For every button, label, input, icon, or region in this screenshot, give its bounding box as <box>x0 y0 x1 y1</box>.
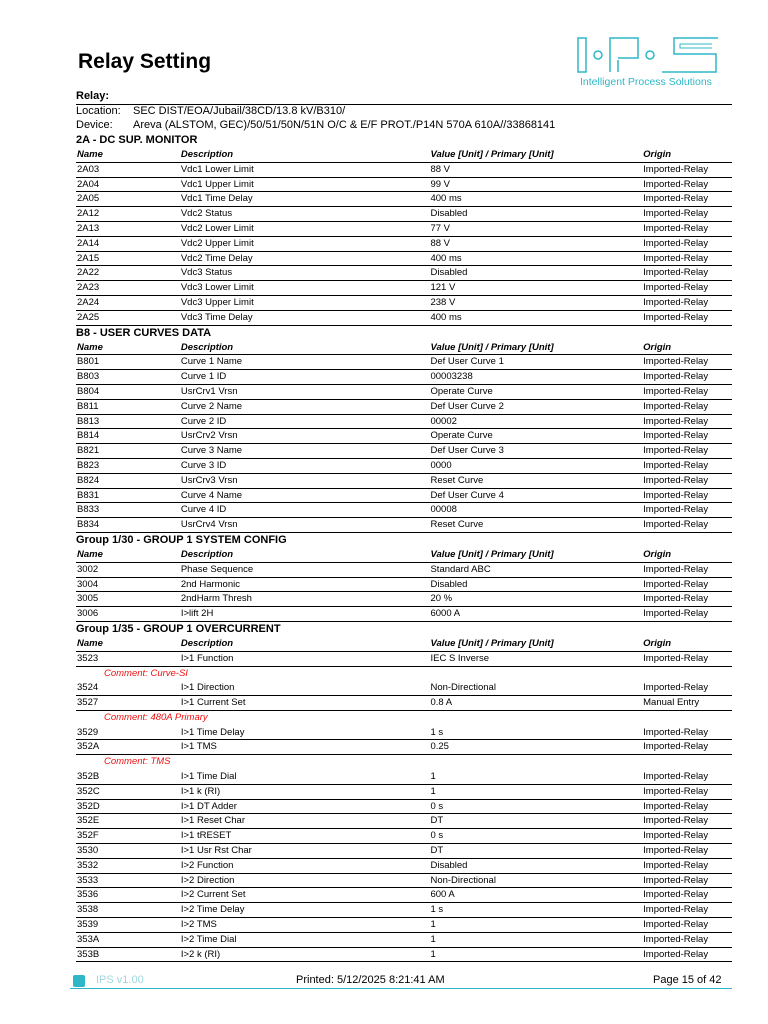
setting-description: Curve 3 Name <box>180 445 243 457</box>
setting-name: 3538 <box>77 904 99 916</box>
logo-tagline: Intelligent Process Solutions <box>580 76 712 88</box>
setting-origin: Imported-Relay <box>643 282 709 294</box>
ips-footer-icon <box>73 975 85 987</box>
setting-name: 3536 <box>77 889 99 901</box>
table-row <box>76 281 732 296</box>
setting-origin: Imported-Relay <box>643 874 709 886</box>
table-row <box>76 266 732 281</box>
setting-name: 353B <box>77 948 100 960</box>
table-row <box>76 400 732 415</box>
setting-value: 6000 A <box>430 608 461 620</box>
setting-origin: Imported-Relay <box>643 519 709 531</box>
table-row <box>76 518 732 533</box>
settings-table <box>76 133 732 962</box>
section-title: 2A - DC SUP. MONITOR <box>76 134 198 146</box>
setting-value: Def User Curve 2 <box>430 400 504 412</box>
setting-name: 2A23 <box>77 282 100 294</box>
setting-comment: Comment: TMS <box>104 756 171 768</box>
table-row <box>76 726 732 741</box>
table-row <box>76 607 732 622</box>
setting-value: 1 <box>430 948 436 960</box>
setting-origin: Imported-Relay <box>643 489 709 501</box>
setting-name: 2A22 <box>77 267 100 279</box>
column-header: Name <box>77 548 103 560</box>
setting-origin: Imported-Relay <box>643 178 709 190</box>
setting-value: Operate Curve <box>430 430 493 442</box>
setting-description: Curve 3 ID <box>180 459 227 471</box>
setting-value: 0000 <box>430 459 452 471</box>
setting-name: 2A24 <box>77 296 100 308</box>
setting-value: 0 s <box>430 830 444 842</box>
setting-origin: Imported-Relay <box>643 593 709 605</box>
setting-description: Curve 1 Name <box>180 356 243 368</box>
setting-name: B823 <box>77 459 100 471</box>
setting-description: I>1 Usr Rst Char <box>180 845 252 857</box>
setting-value: 88 V <box>430 237 451 249</box>
setting-origin: Imported-Relay <box>643 311 709 323</box>
setting-description: UsrCrv4 Vrsn <box>180 519 238 531</box>
device-value: Areva (ALSTOM, GEC)/50/51/50N/51N O/C & E/F PROT./P14N 570A 610A//33868141 <box>133 119 556 131</box>
location-value: SEC DIST/EOA/Jubail/38CD/13.8 kV/B310/ <box>133 105 346 117</box>
setting-value: 00008 <box>430 504 457 516</box>
table-row <box>76 355 732 370</box>
column-header: Value [Unit] / Primary [Unit] <box>430 149 554 160</box>
column-header: Description <box>180 637 234 649</box>
table-row <box>76 948 732 963</box>
setting-description: 2ndHarm Thresh <box>180 593 252 605</box>
relay-label: Relay: <box>76 90 110 102</box>
setting-value: 00003238 <box>430 371 473 383</box>
setting-value: Def User Curve 4 <box>430 489 504 501</box>
setting-comment: Comment: Curve-SI <box>104 667 188 679</box>
page-title: Relay Setting <box>78 50 212 73</box>
setting-origin: Imported-Relay <box>643 445 709 457</box>
setting-description: 2nd Harmonic <box>180 578 240 590</box>
table-row <box>76 207 732 222</box>
setting-origin: Manual Entry <box>643 697 700 709</box>
setting-value: 600 A <box>430 889 455 901</box>
table-row <box>76 311 732 326</box>
setting-origin: Imported-Relay <box>643 919 709 931</box>
setting-name: B834 <box>77 519 100 531</box>
setting-value: 99 V <box>430 178 451 190</box>
setting-value: 0.8 A <box>430 697 453 709</box>
table-row <box>76 696 732 711</box>
setting-value: Reset Curve <box>430 474 484 486</box>
setting-description: I>1 Reset Char <box>180 815 246 827</box>
setting-name: 3005 <box>77 593 99 605</box>
setting-origin: Imported-Relay <box>643 430 709 442</box>
table-row <box>76 592 732 607</box>
setting-description: I>1 DT Adder <box>180 800 237 812</box>
table-row <box>76 814 732 829</box>
setting-value: 1 <box>430 771 436 783</box>
setting-description: I>2 Time Delay <box>180 904 245 916</box>
setting-name: 352A <box>77 741 100 753</box>
setting-value: 238 V <box>430 296 456 308</box>
setting-origin: Imported-Relay <box>643 741 709 753</box>
column-header: Name <box>77 149 103 160</box>
setting-value: DT <box>430 845 444 857</box>
setting-description: Phase Sequence <box>180 563 254 575</box>
column-header: Origin <box>643 637 672 649</box>
setting-description: Vdc1 Time Delay <box>180 193 253 205</box>
setting-name: 3002 <box>77 563 99 575</box>
setting-description: I>2 Current Set <box>180 889 246 901</box>
setting-name: 352B <box>77 771 100 783</box>
table-row <box>76 503 732 518</box>
footer-divider <box>70 988 732 989</box>
table-header-row <box>76 548 732 563</box>
setting-origin: Imported-Relay <box>643 252 709 264</box>
setting-description: UsrCrv1 Vrsn <box>180 385 238 397</box>
setting-description: I>1 Time Dial <box>180 771 237 783</box>
setting-origin: Imported-Relay <box>643 785 709 797</box>
setting-description: Curve 1 ID <box>180 371 227 383</box>
setting-name: 2A12 <box>77 208 100 220</box>
setting-origin: Imported-Relay <box>643 371 709 383</box>
setting-value: DT <box>430 815 444 827</box>
setting-name: 3004 <box>77 578 99 590</box>
table-header-row <box>76 148 732 163</box>
setting-name: B801 <box>77 356 100 368</box>
column-header: Description <box>180 548 234 560</box>
table-row <box>76 296 732 311</box>
table-row <box>76 192 732 207</box>
table-row <box>76 888 732 903</box>
setting-origin: Imported-Relay <box>643 652 709 664</box>
setting-origin: Imported-Relay <box>643 608 709 620</box>
setting-origin: Imported-Relay <box>643 889 709 901</box>
setting-origin: Imported-Relay <box>643 356 709 368</box>
column-header: Origin <box>643 341 672 353</box>
table-row <box>76 874 732 889</box>
device-line <box>76 119 555 131</box>
setting-description: Vdc2 Time Delay <box>180 252 253 264</box>
setting-description: I>2 k (RI) <box>180 948 221 960</box>
setting-name: B813 <box>77 415 100 427</box>
setting-name: 3006 <box>77 608 99 620</box>
setting-description: I>1 Current Set <box>180 697 246 709</box>
device-label: Device: <box>76 119 113 131</box>
setting-origin: Imported-Relay <box>643 459 709 471</box>
setting-value: 121 V <box>430 282 456 294</box>
column-header: Origin <box>643 548 672 560</box>
table-row <box>76 252 732 267</box>
setting-origin: Imported-Relay <box>643 400 709 412</box>
setting-name: 3529 <box>77 726 99 738</box>
setting-value: Disabled <box>430 578 468 590</box>
setting-value: 1 s <box>430 726 444 738</box>
setting-value: Reset Curve <box>430 519 484 531</box>
setting-origin: Imported-Relay <box>643 563 709 575</box>
setting-description: Curve 2 ID <box>180 415 227 427</box>
table-row <box>76 385 732 400</box>
section-title: Group 1/35 - GROUP 1 OVERCURRENT <box>76 622 281 635</box>
table-row <box>76 785 732 800</box>
setting-origin: Imported-Relay <box>643 859 709 871</box>
setting-name: B824 <box>77 474 100 486</box>
setting-description: I>1 Time Delay <box>180 726 245 738</box>
table-row <box>76 489 732 504</box>
setting-description: I>2 Direction <box>180 874 235 886</box>
setting-origin: Imported-Relay <box>643 933 709 945</box>
setting-value: 400 ms <box>430 193 462 205</box>
column-header: Name <box>77 637 103 649</box>
setting-description: I>1 tRESET <box>180 830 232 842</box>
setting-name: 2A25 <box>77 311 100 323</box>
table-row <box>76 444 732 459</box>
setting-name: B803 <box>77 371 100 383</box>
setting-name: 352D <box>77 800 100 812</box>
table-row <box>76 237 732 252</box>
table-header-row <box>76 341 732 356</box>
setting-value: 20 % <box>430 593 453 605</box>
setting-value: Operate Curve <box>430 385 493 397</box>
setting-description: I>1 Direction <box>180 682 235 694</box>
table-row <box>76 370 732 385</box>
column-header: Value [Unit] / Primary [Unit] <box>430 341 554 353</box>
table-row <box>76 474 732 489</box>
table-row <box>76 178 732 193</box>
setting-origin: Imported-Relay <box>643 208 709 220</box>
setting-origin: Imported-Relay <box>643 948 709 960</box>
setting-name: B831 <box>77 489 100 501</box>
setting-origin: Imported-Relay <box>643 296 709 308</box>
setting-name: 353A <box>77 933 100 945</box>
setting-value: 1 <box>430 919 436 931</box>
setting-value: IEC S Inverse <box>430 652 490 664</box>
setting-name: B811 <box>77 400 99 412</box>
setting-origin: Imported-Relay <box>643 222 709 234</box>
footer-printed: Printed: 5/12/2025 8:21:41 AM <box>296 974 445 986</box>
column-header: Value [Unit] / Primary [Unit] <box>430 637 554 649</box>
setting-value: Def User Curve 1 <box>430 356 504 368</box>
setting-origin: Imported-Relay <box>643 800 709 812</box>
setting-name: B821 <box>77 445 100 457</box>
setting-description: Vdc2 Status <box>180 208 233 220</box>
setting-name: B804 <box>77 385 100 397</box>
setting-value: 1 s <box>430 904 444 916</box>
table-row <box>76 429 732 444</box>
setting-origin: Imported-Relay <box>643 474 709 486</box>
setting-description: Vdc3 Status <box>180 267 233 279</box>
setting-origin: Imported-Relay <box>643 682 709 694</box>
setting-value: Disabled <box>430 208 468 220</box>
setting-value: 0.25 <box>430 741 449 753</box>
setting-name: 3539 <box>77 919 99 931</box>
table-row <box>76 800 732 815</box>
setting-description: Curve 2 Name <box>180 400 243 412</box>
setting-value: 1 <box>430 785 436 797</box>
table-row <box>76 740 732 755</box>
setting-value: 400 ms <box>430 252 462 264</box>
setting-origin: Imported-Relay <box>643 237 709 249</box>
table-row <box>76 222 732 237</box>
setting-description: Vdc2 Lower Limit <box>180 222 254 234</box>
table-row <box>76 859 732 874</box>
setting-value: 88 V <box>430 163 451 175</box>
table-row <box>76 918 732 933</box>
setting-origin: Imported-Relay <box>643 815 709 827</box>
setting-name: 2A03 <box>77 163 100 175</box>
table-row <box>76 933 732 948</box>
setting-origin: Imported-Relay <box>643 845 709 857</box>
table-row <box>76 652 732 667</box>
table-row <box>76 578 732 593</box>
column-header: Origin <box>643 149 672 160</box>
table-row <box>76 563 732 578</box>
setting-origin: Imported-Relay <box>643 904 709 916</box>
setting-origin: Imported-Relay <box>643 504 709 516</box>
setting-name: 3523 <box>77 652 99 664</box>
location-line <box>76 105 345 117</box>
table-row <box>76 459 732 474</box>
setting-name: 2A05 <box>77 193 100 205</box>
setting-name: 2A14 <box>77 237 100 249</box>
setting-description: Curve 4 ID <box>180 504 227 516</box>
table-row <box>76 415 732 430</box>
setting-origin: Imported-Relay <box>643 415 709 427</box>
setting-name: 3527 <box>77 697 99 709</box>
setting-description: Vdc1 Upper Limit <box>180 178 254 190</box>
setting-description: Vdc3 Time Delay <box>180 311 253 323</box>
table-row <box>76 903 732 918</box>
setting-origin: Imported-Relay <box>643 726 709 738</box>
setting-description: Vdc1 Lower Limit <box>180 163 254 175</box>
column-header: Name <box>77 341 103 353</box>
setting-description: UsrCrv3 Vrsn <box>180 474 238 486</box>
setting-name: B833 <box>77 504 100 516</box>
setting-description: Curve 4 Name <box>180 489 243 501</box>
table-row <box>76 829 732 844</box>
setting-name: 3524 <box>77 682 99 694</box>
setting-description: Vdc2 Upper Limit <box>180 237 254 249</box>
column-header: Value [Unit] / Primary [Unit] <box>430 548 554 560</box>
setting-name: 3530 <box>77 845 99 857</box>
setting-value: 1 <box>430 933 436 945</box>
setting-value: Disabled <box>430 859 468 871</box>
setting-origin: Imported-Relay <box>643 163 709 175</box>
setting-name: 2A04 <box>77 178 100 190</box>
setting-origin: Imported-Relay <box>643 267 709 279</box>
setting-value: Non-Directional <box>430 682 496 694</box>
setting-name: 2A15 <box>77 252 100 264</box>
table-row <box>76 681 732 696</box>
setting-description: I>1 Function <box>180 652 234 664</box>
location-label: Location: <box>76 105 121 117</box>
setting-value: Non-Directional <box>430 874 496 886</box>
table-header-row <box>76 637 732 652</box>
setting-description: UsrCrv2 Vrsn <box>180 430 238 442</box>
setting-description: I>1 k (RI) <box>180 785 221 797</box>
setting-value: Def User Curve 3 <box>430 445 504 457</box>
setting-description: Vdc3 Lower Limit <box>180 282 254 294</box>
setting-value: Standard ABC <box>430 563 491 575</box>
setting-description: I>2 Function <box>180 859 234 871</box>
setting-origin: Imported-Relay <box>643 193 709 205</box>
setting-description: I>1 TMS <box>180 741 217 753</box>
section-title: Group 1/30 - GROUP 1 SYSTEM CONFIG <box>76 533 287 546</box>
setting-name: 352E <box>77 815 100 827</box>
setting-origin: Imported-Relay <box>643 578 709 590</box>
setting-description: I>lift 2H <box>180 608 214 620</box>
setting-value: 400 ms <box>430 311 462 323</box>
setting-origin: Imported-Relay <box>643 771 709 783</box>
setting-origin: Imported-Relay <box>643 385 709 397</box>
table-row <box>76 163 732 178</box>
footer-version: IPS v1.00 <box>96 974 144 986</box>
setting-value: 0 s <box>430 800 444 812</box>
table-row <box>76 770 732 785</box>
setting-description: I>2 Time Dial <box>180 933 237 945</box>
setting-value: Disabled <box>430 267 468 279</box>
setting-name: 352C <box>77 785 100 797</box>
column-header: Description <box>180 149 234 160</box>
setting-value: 77 V <box>430 222 451 234</box>
setting-description: Vdc3 Upper Limit <box>180 296 254 308</box>
setting-value: 00002 <box>430 415 457 427</box>
setting-name: 3533 <box>77 874 99 886</box>
setting-comment: Comment: 480A Primary <box>104 711 208 723</box>
table-row <box>76 844 732 859</box>
setting-name: B814 <box>77 430 100 442</box>
setting-name: 352F <box>77 830 99 842</box>
section-title: B8 - USER CURVES DATA <box>76 326 212 339</box>
footer-page: Page 15 of 42 <box>653 974 722 986</box>
setting-name: 2A13 <box>77 222 100 234</box>
setting-description: I>2 TMS <box>180 919 217 931</box>
column-header: Description <box>180 341 234 353</box>
setting-origin: Imported-Relay <box>643 830 709 842</box>
setting-name: 3532 <box>77 859 99 871</box>
